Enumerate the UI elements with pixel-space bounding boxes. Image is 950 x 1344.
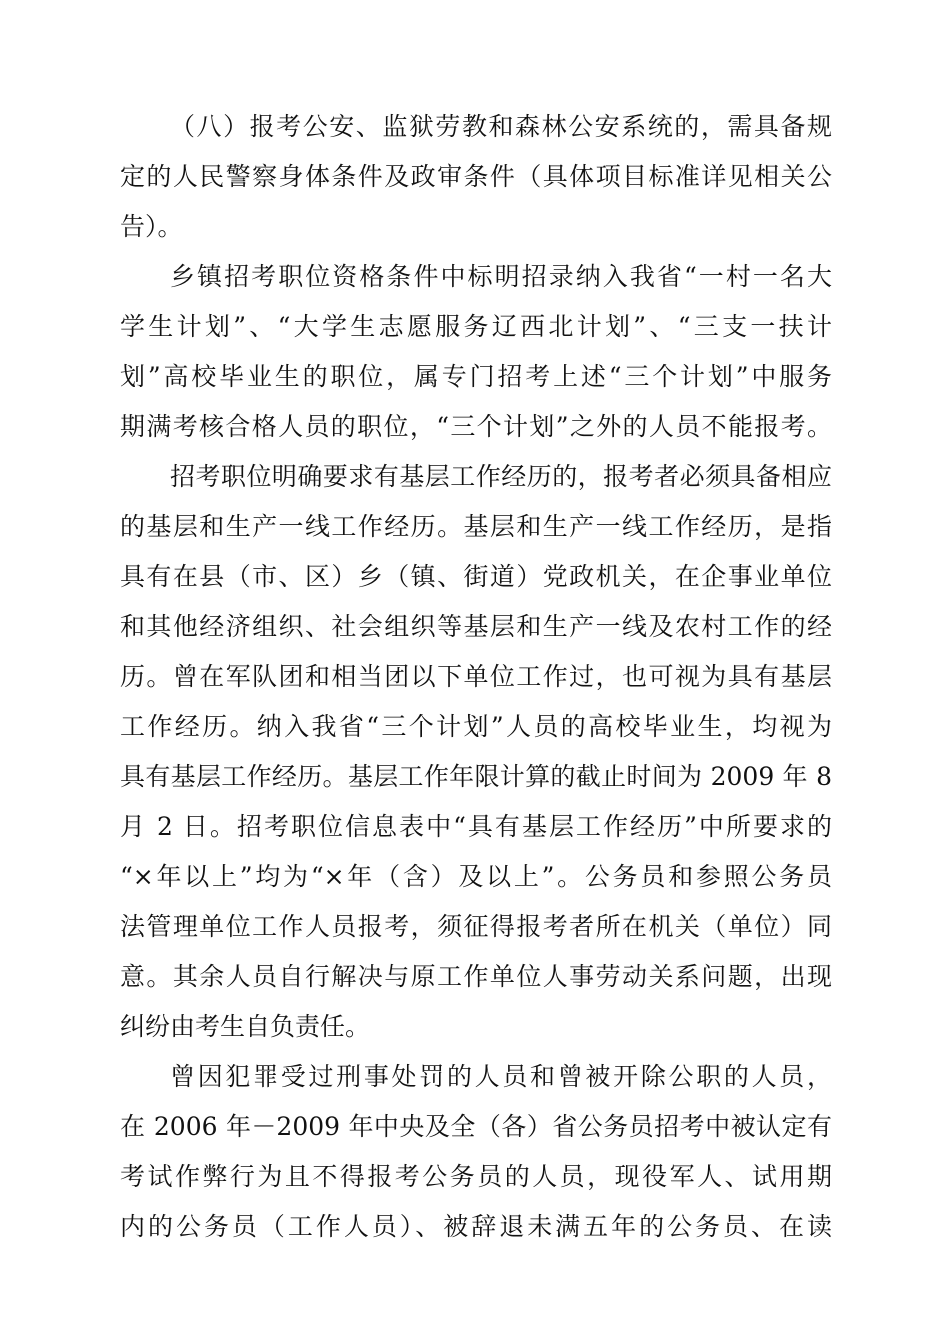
paragraph-3-line-7: 具有基层工作经历。基层工作年限计算的截止时间为 2009 年 8 [120,762,832,791]
paragraph-2-line-1: 乡镇招考职位资格条件中标明招录纳入我省“一村一名大 [170,262,832,291]
paragraph-1-line-1: （八）报考公安、监狱劳教和森林公安系统的，需具备规 [170,112,832,141]
paragraph-2-line-2: 学生计划”、“大学生志愿服务辽西北计划”、“三支一扶计 [120,312,832,341]
paragraph-4-line-1: 曾因犯罪受过刑事处罚的人员和曾被开除公职的人员， [170,1062,832,1091]
paragraph-3-line-9: “×年以上”均为“×年（含）及以上”。公务员和参照公务员 [120,862,832,891]
paragraph-3-line-3: 具有在县（市、区）乡（镇、街道）党政机关，在企事业单位 [120,562,832,591]
paragraph-4-line-3: 考试作弊行为且不得报考公务员的人员，现役军人、试用期 [120,1162,832,1191]
paragraph-3-line-4: 和其他经济组织、社会组织等基层和生产一线及农村工作的经 [120,612,832,641]
paragraph-3-line-5: 历。曾在军队团和相当团以下单位工作过，也可视为具有基层 [120,662,832,691]
paragraph-3-line-1: 招考职位明确要求有基层工作经历的，报考者必须具备相应 [170,462,832,491]
paragraph-3-line-12: 纠纷由考生自负责任。 [120,1012,371,1041]
paragraph-3-line-11: 意。其余人员自行解决与原工作单位人事劳动关系问题，出现 [120,962,832,991]
paragraph-1-line-2: 定的人民警察身体条件及政审条件（具体项目标准详见相关公 [120,162,832,191]
paragraph-4-line-2: 在 2006 年－2009 年中央及全（各）省公务员招考中被认定有 [120,1112,832,1141]
paragraph-2-line-3: 划”高校毕业生的职位，属专门招考上述“三个计划”中服务 [120,362,832,391]
paragraph-3-line-2: 的基层和生产一线工作经历。基层和生产一线工作经历，是指 [120,512,832,541]
paragraph-1-line-3: 告）。 [120,212,183,241]
paragraph-2-line-4: 期满考核合格人员的职位，“三个计划”之外的人员不能报考。 [120,412,832,441]
paragraph-3-line-10: 法管理单位工作人员报考，须征得报考者所在机关（单位）同 [120,912,832,941]
paragraph-4-line-4: 内的公务员（工作人员）、被辞退未满五年的公务员、在读 [120,1212,832,1241]
paragraph-3-line-8: 月 2 日。招考职位信息表中“具有基层工作经历”中所要求的 [120,812,832,841]
paragraph-3-line-6: 工作经历。纳入我省“三个计划”人员的高校毕业生，均视为 [120,712,832,741]
